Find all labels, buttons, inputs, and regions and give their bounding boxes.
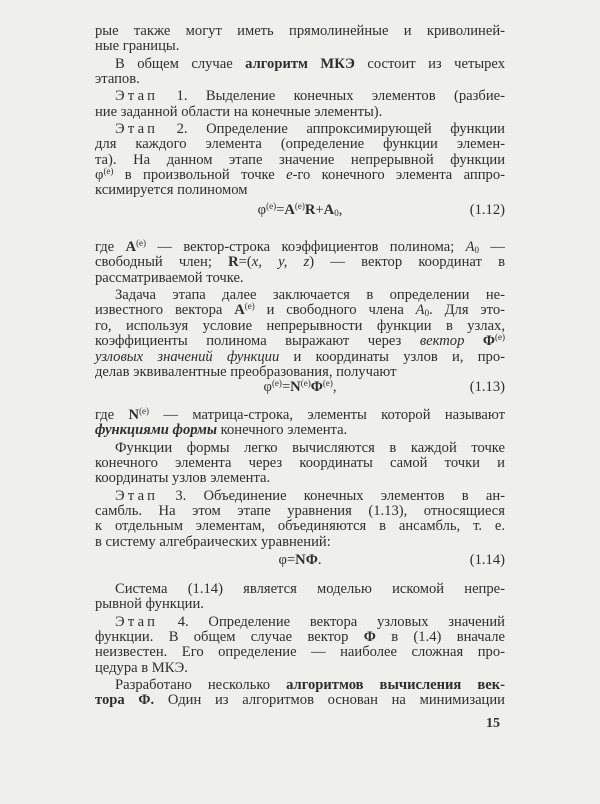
text-run: N [290, 379, 301, 395]
text-run: известного вектора [95, 302, 235, 319]
text-run: функциями формы [95, 422, 217, 439]
text-run: функции. В общем случае вектор [95, 628, 364, 645]
text-line [95, 183, 505, 198]
text-line [95, 72, 505, 87]
text-run: цедура в МКЭ. [95, 659, 188, 676]
text-run: R [228, 254, 239, 271]
text-line [95, 615, 505, 630]
text-run: A [323, 202, 335, 218]
text-run: N [128, 407, 140, 423]
text-line [95, 303, 505, 318]
text-run: ксимируется полиномом [95, 182, 248, 199]
text-line [95, 57, 505, 72]
text-line [95, 408, 505, 423]
text-run: Задача этапа далее заключается в определении не- [115, 286, 505, 303]
text-line [95, 153, 505, 168]
text-run: φ [257, 202, 267, 218]
text-run: рые также могут иметь прямолинейные и криволиней- [95, 23, 505, 39]
text-run: свободный член; [95, 254, 229, 271]
text-run: (e) [322, 378, 333, 388]
equation-formula [95, 377, 505, 397]
text-run: Один из алгоритмов основан на минимизации [154, 692, 505, 709]
text-run: , [338, 202, 343, 218]
text-run: самбль. На этом этапе уравнения (1.13), относящиеся [95, 502, 505, 519]
text-run: Этап [115, 613, 159, 630]
text-run: в произвольной точке [113, 166, 287, 183]
text-run: к отдельным элементам, объединяются в ансамбль, т. е. [95, 518, 505, 535]
text-line [95, 334, 505, 349]
equation-formula [95, 550, 505, 570]
text-run: (e) [103, 165, 114, 176]
text-block-3 [95, 408, 505, 550]
text-block-4 [95, 582, 505, 709]
text-run: тора Φ. [95, 692, 155, 709]
page-number: 15 [486, 716, 500, 731]
text-run: этапов. [95, 70, 140, 87]
text-run: Φ [310, 379, 323, 395]
text-run: та). На данном этапе значение непрерывной функции [95, 151, 505, 168]
text-run: состоит из четырех [354, 55, 506, 72]
text-run: для каждого элемента (определение функции элемен- [95, 136, 505, 153]
text-block-1 [95, 24, 505, 199]
equation-1-13 [95, 377, 505, 397]
text-run: В общем случае [115, 55, 246, 72]
text-run: — матрица-строка, элементы которой называют [149, 407, 505, 423]
text-run: го, используя условие непрерывности функции в узлах, [95, 317, 505, 334]
text-run: (e) [139, 406, 150, 416]
text-run: (e) [271, 378, 282, 388]
text-run: (e) [266, 201, 277, 211]
text-line [95, 471, 505, 486]
text-run: (e) [294, 201, 305, 211]
text-run: где [95, 407, 129, 423]
text-run: + [315, 202, 324, 218]
text-line [95, 535, 505, 550]
text-line [95, 645, 505, 660]
text-line [95, 122, 505, 137]
text-run: — вектор-строка коэффициентов полинома; [146, 239, 466, 255]
text-run: x, y, z [251, 254, 310, 271]
text-run: e [286, 166, 293, 183]
text-run: ные границы. [95, 38, 180, 55]
text-run: , [332, 379, 337, 395]
text-line [95, 456, 505, 471]
text-run: 0 [424, 308, 430, 319]
text-line [95, 678, 505, 693]
text-line [95, 89, 505, 104]
text-run: делав эквивалентные преобразования, получают [95, 363, 397, 380]
equation-1-12 [95, 200, 505, 220]
text-run: NΦ [295, 552, 318, 568]
text-line [95, 319, 505, 334]
text-line [95, 105, 505, 120]
text-run: неизвестен. Его определение — наиболее сложная про- [95, 644, 505, 661]
text-run: A [284, 202, 295, 218]
equation-number: (1.12) [469, 202, 505, 218]
text-run: 3. Объединение конечных элементов в ан- [158, 487, 505, 504]
text-line [95, 519, 505, 534]
text-line [95, 350, 505, 365]
text-run: A [415, 302, 425, 319]
equation-formula [95, 200, 505, 220]
text-line [95, 137, 505, 152]
text-run: координаты узлов элемента. [95, 470, 271, 487]
text-run: A [234, 302, 245, 319]
text-line [95, 423, 505, 438]
text-run: узловых значений функции [95, 348, 280, 365]
text-run: (e) [136, 238, 147, 248]
text-line [95, 24, 505, 39]
text-run: (e) [244, 301, 255, 312]
text-line [95, 441, 505, 456]
text-block-2 [95, 240, 505, 380]
text-run: ) — вектор координат в [309, 254, 505, 271]
text-run: . [317, 552, 322, 568]
text-line [95, 240, 505, 255]
text-run: = [276, 202, 285, 218]
text-run: R [304, 202, 316, 218]
text-run: и координаты узлов и, про- [279, 348, 505, 365]
text-line [95, 582, 505, 597]
text-run: A [465, 239, 475, 255]
text-line [95, 165, 505, 183]
text-run: Функции формы легко вычисляются в каждой точке [115, 439, 505, 456]
text-run: = [281, 379, 291, 395]
text-run: =( [238, 254, 252, 271]
text-line [95, 489, 505, 504]
text-run: Разработано несколько [115, 676, 287, 693]
text-run: ние заданной области на конечные элементы). [95, 103, 383, 120]
text-run: алгоритмов вычисления век- [286, 676, 506, 693]
text-line [95, 693, 505, 708]
text-run: A [125, 239, 137, 255]
text-line [95, 255, 505, 270]
text-run: рассматриваемой точке. [95, 269, 244, 286]
equation-number: (1.13) [469, 379, 505, 395]
text-run: -го конечного элемента аппро- [292, 166, 505, 183]
text-run: в (1.4) вначале [375, 628, 506, 645]
text-line [95, 271, 505, 286]
text-run: Φ [363, 628, 376, 645]
text-run: конечного элемента через координаты самой точки и [95, 454, 505, 471]
text-run: Этап [115, 487, 159, 504]
text-run: 1. Выделение конечных элементов (разбие- [158, 88, 505, 105]
text-run: и свободного члена [254, 302, 416, 319]
text-line [95, 504, 505, 519]
text-run: коэффициенты полинома выражают через [95, 333, 420, 350]
text-line [95, 597, 505, 612]
text-line [95, 39, 505, 54]
text-run: φ [95, 166, 104, 183]
text-run: вектор [419, 333, 483, 350]
text-run: алгоритм МКЭ [245, 55, 355, 72]
text-line [95, 630, 505, 645]
text-run: Этап [115, 88, 159, 105]
text-run: конечного элемента. [217, 422, 348, 439]
text-run: 0 [474, 245, 480, 255]
text-run: (e) [300, 378, 311, 388]
text-run: Этап [115, 120, 159, 137]
text-run: в систему алгебраических уравнений: [95, 533, 331, 550]
text-run: Φ [482, 333, 495, 350]
text-run: 4. Определение вектора узловых значений [158, 613, 505, 630]
text-run: где [95, 239, 126, 255]
text-run: рывной функции. [95, 596, 204, 613]
text-run: (e) [495, 332, 505, 343]
text-run: Система (1.14) является моделью искомой непре- [115, 581, 505, 597]
text-run: φ [263, 379, 272, 395]
text-line [95, 661, 505, 676]
text-run: . Для это- [429, 302, 505, 319]
equation-1-14 [95, 550, 505, 570]
text-run: φ= [278, 552, 296, 568]
text-run: — [479, 239, 505, 255]
equation-number: (1.14) [469, 552, 505, 568]
text-run: 2. Определение аппроксимирующей функции [158, 120, 505, 137]
text-run: 0 [334, 208, 339, 218]
